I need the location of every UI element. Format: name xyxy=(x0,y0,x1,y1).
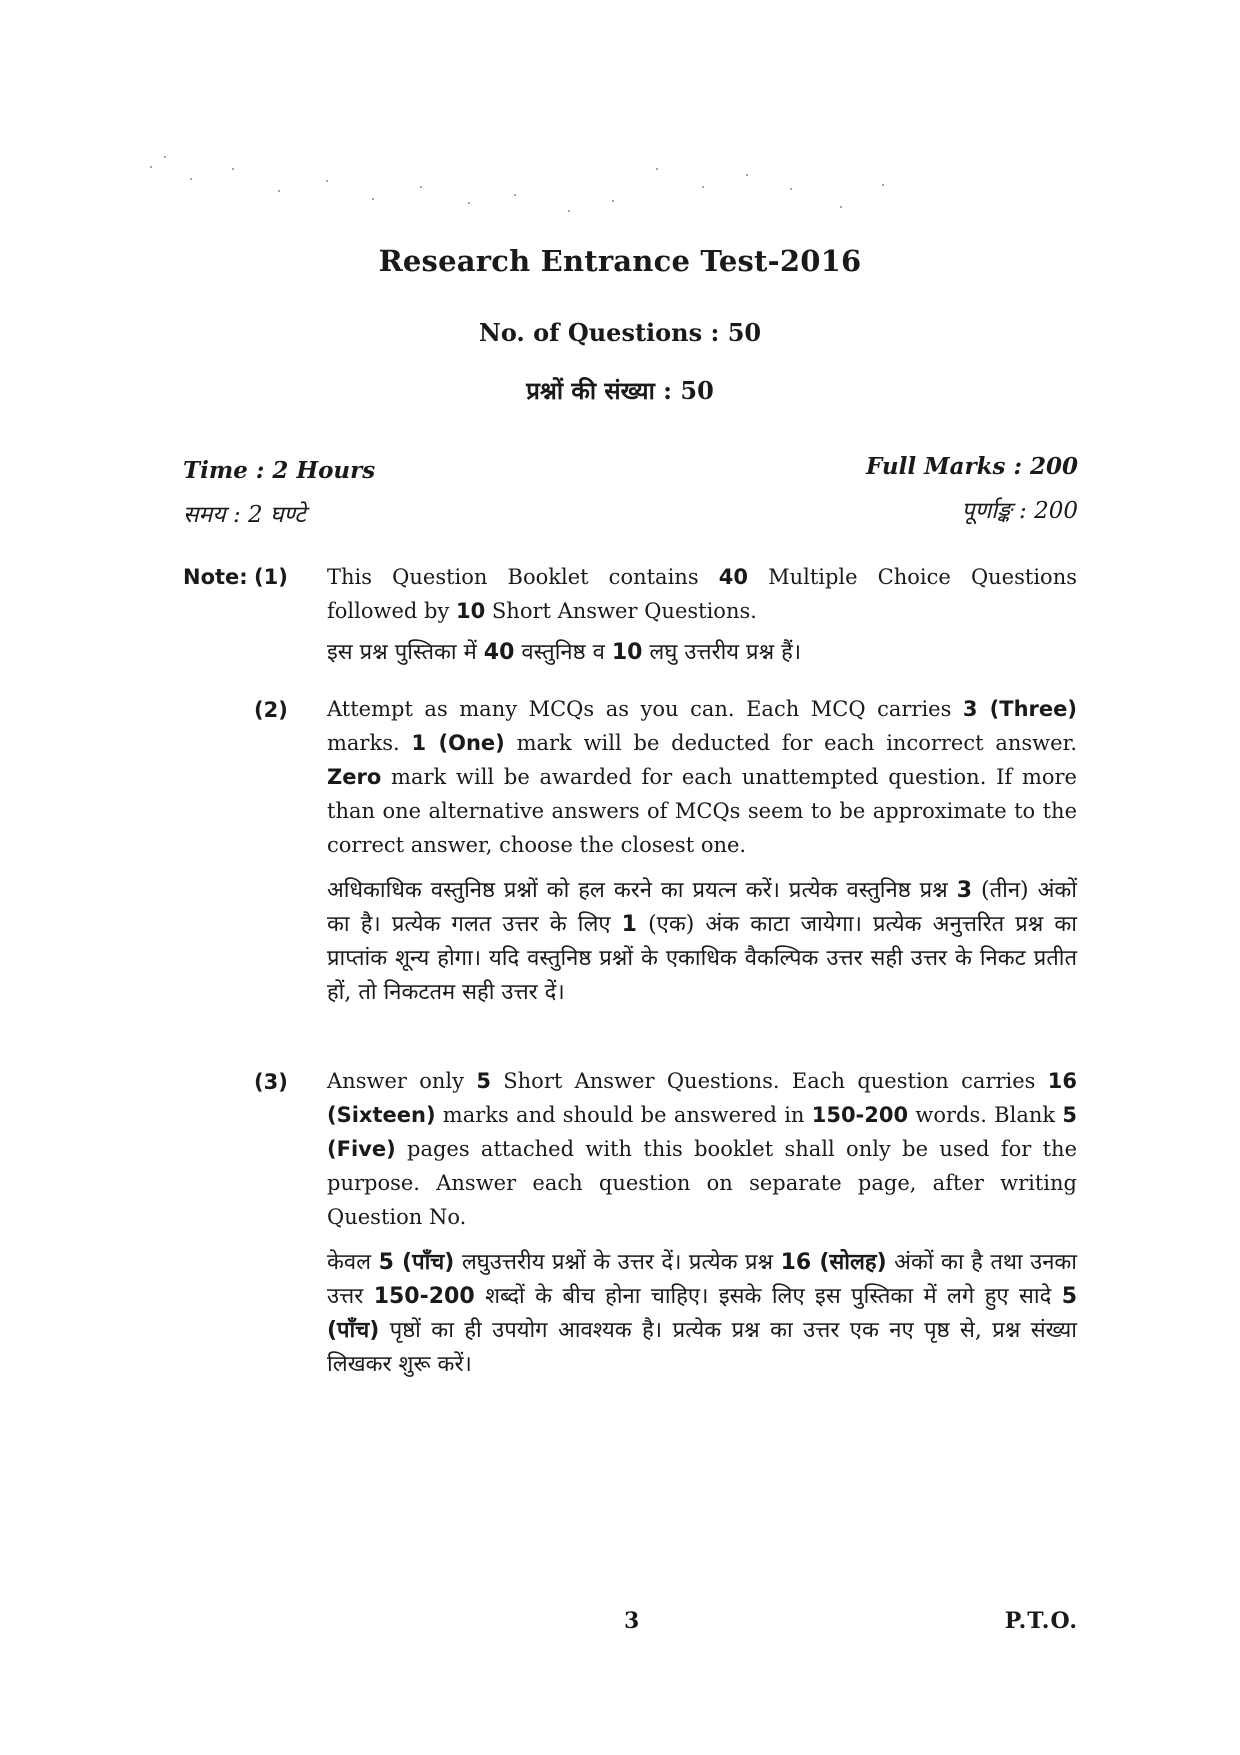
time-en: Time : 2 Hours xyxy=(183,457,376,484)
please-turn-over: P.T.O. xyxy=(1004,1608,1078,1634)
full-marks-en: Full Marks : 200 xyxy=(865,453,1078,480)
number-of-questions-en: No. of Questions : 50 xyxy=(478,318,762,347)
note-item-3-en: Answer only 5 Short Answer Questions. Each question carries 16 (Sixteen) marks and should be answered in 150-200 words. Blank 5 (Five) pages attached with this booklet shall only be used for the purpose. Answer each question on separate page, after writing Question No. xyxy=(327,1069,1077,1229)
note-item-number: (1) xyxy=(254,565,288,589)
note-label: Note: xyxy=(183,565,248,589)
note-item-3-hi: केवल 5 (पाँच) लघुउत्तरीय प्रश्नों के उत्तर दें। प्रत्येक प्रश्न 16 (सोलह) अंकों का है तथा उनका उत्तर 150-200 शब्दों के बीच होना चाहिए। इसके लिए इस पुस्तिका में लगे हुए सादे 5 (पाँच) पृष्ठों का ही उपयोग आवश्यक है। प्रत्येक प्रश्न का उत्तर एक नए पृष्ठ से, प्रश्न संख्या लिखकर शुरू करें। xyxy=(327,1250,1077,1377)
note-item-number: (3) xyxy=(254,1070,288,1094)
full-marks-hi: पूर्णाङ्क : 200 xyxy=(961,498,1078,524)
number-of-questions-hi: प्रश्नों की संख्या : 50 xyxy=(526,376,714,405)
note-item-number: (2) xyxy=(254,698,288,722)
note-item-2-hi: अधिकाधिक वस्तुनिष्ठ प्रश्नों को हल करने का प्रयत्न करें। प्रत्येक वस्तुनिष्ठ प्रश्न 3 (तीन) अंकों का है। प्रत्येक गलत उत्तर के लिए 1 (एक) अंक काटा जायेगा। प्रत्येक अनुत्तरित प्रश्न का प्राप्तांक शून्य होगा। यदि वस्तुनिष्ठ प्रश्नों के एकाधिक वैकल्पिक उत्तर सही उत्तर के निकट प्रतीत हों, तो निकटतम सही उत्तर दें। xyxy=(327,878,1077,1005)
page-number: 3 xyxy=(624,1608,640,1634)
exam-title: Research Entrance Test-2016 xyxy=(378,244,862,278)
note-item-2-en: Attempt as many MCQs as you can. Each MCQ carries 3 (Three) marks. 1 (One) mark will be deducted for each incorrect answer. Zero mark will be awarded for each unattempted question. If more than one alternative answers of MCQs seem to be approximate to the correct answer, choose the closest one. xyxy=(327,697,1077,857)
scan-specks xyxy=(150,150,890,230)
marks-block xyxy=(866,444,1078,534)
time-hi: समय : 2 घण्टे xyxy=(183,502,306,528)
time-block xyxy=(183,448,375,538)
note-item-1-hi: इस प्रश्न पुस्तिका में 40 वस्तुनिष्ठ व 10 लघु उत्तरीय प्रश्न हैं। xyxy=(327,640,802,665)
note-item-1-en: This Question Booklet contains 40 Multiple Choice Questions followed by 10 Short Answer Questions. xyxy=(327,565,1077,623)
